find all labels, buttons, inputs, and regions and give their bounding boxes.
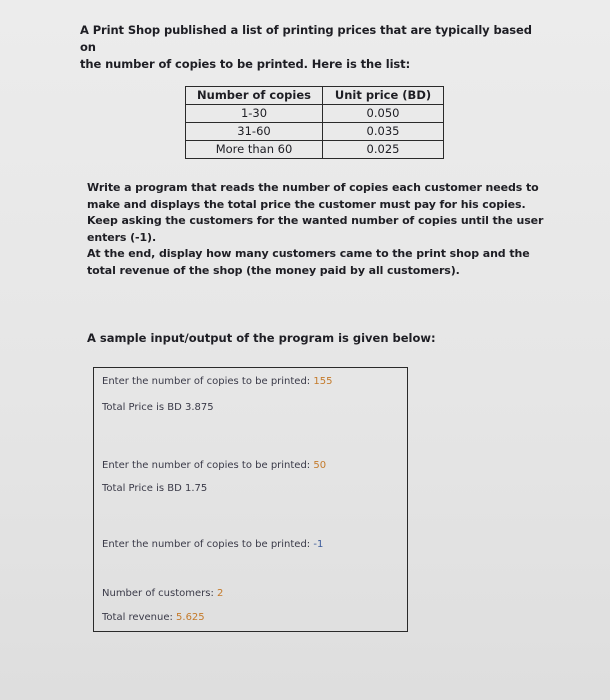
console-input: 50 <box>313 460 327 471</box>
cell-price: 0.050 <box>323 105 444 123</box>
table-row <box>186 123 444 141</box>
task-line: make and displays the total price the customer must pay for his copies. <box>87 197 526 211</box>
console-prompt: Enter the number of copies to be printed: <box>102 539 314 550</box>
cell-copies: More than 60 <box>186 141 323 159</box>
intro-paragraph <box>80 22 550 73</box>
cell-copies: 1-30 <box>186 105 323 123</box>
console-output: Total Price is BD 1.75 <box>102 483 208 494</box>
intro-line: the number of copies to be printed. Here is the list: <box>80 57 411 71</box>
cell-price: 0.025 <box>323 141 444 159</box>
task-line: enters (-1). <box>87 230 157 244</box>
table-row <box>186 141 444 159</box>
price-table <box>185 86 444 159</box>
console-line <box>102 376 332 387</box>
customers-label: Number of customers: <box>102 588 218 599</box>
console-line <box>102 460 326 471</box>
console-prompt: Enter the number of copies to be printed: <box>102 376 314 387</box>
price-table-header-row <box>186 87 444 105</box>
console-prompt: Enter the number of copies to be printed: <box>102 460 314 471</box>
cell-copies: 31-60 <box>186 123 323 141</box>
console-line <box>102 612 205 623</box>
revenue-label: Total revenue: <box>102 612 177 623</box>
console-output: Total Price is BD 3.875 <box>102 402 214 413</box>
header-copies: Number of copies <box>186 87 323 105</box>
console-input: -1 <box>313 539 324 550</box>
revenue-value: 5.625 <box>176 612 205 623</box>
task-line: total revenue of the shop (the money paid by all customers). <box>87 263 460 277</box>
table-row <box>186 105 444 123</box>
console-line <box>102 539 323 550</box>
task-line: At the end, display how many customers came to the print shop and the <box>87 247 530 260</box>
console-input: 155 <box>313 376 333 387</box>
task-line: Keep asking the customers for the wanted number of copies until the user <box>87 214 544 227</box>
customers-value: 2 <box>217 588 224 599</box>
sample-console-box <box>93 367 408 632</box>
console-line <box>102 588 223 599</box>
task-paragraph <box>87 180 547 279</box>
header-unit-price: Unit price (BD) <box>323 87 444 105</box>
sample-heading: A sample input/output of the program is given below: <box>87 331 436 345</box>
cell-price: 0.035 <box>323 123 444 141</box>
intro-line: A Print Shop published a list of printing prices that are typically based on <box>80 23 532 54</box>
task-line: Write a program that reads the number of copies each customer needs to <box>87 181 539 194</box>
